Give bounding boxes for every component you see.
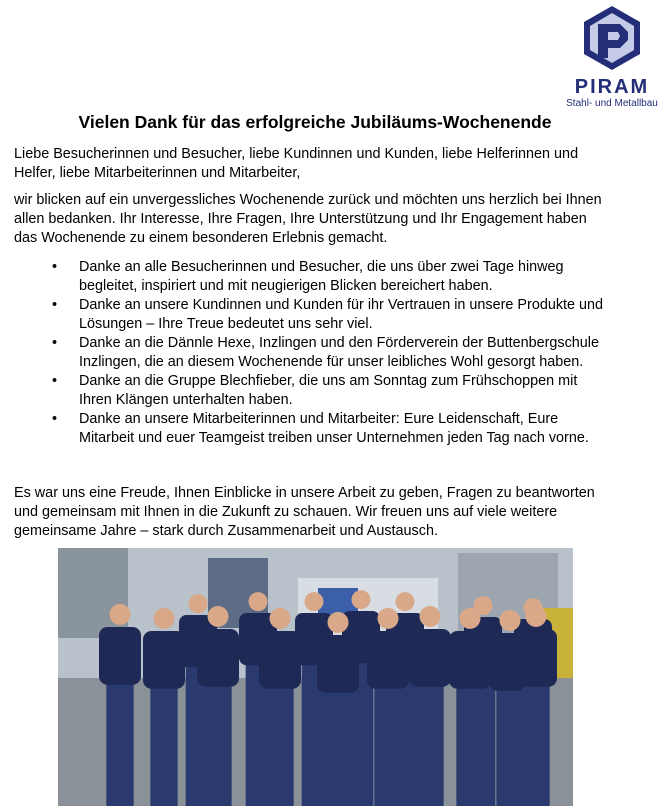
bullet-icon: •	[52, 335, 58, 351]
thanks-list	[14, 258, 626, 448]
piram-logo-mark-icon	[582, 4, 642, 72]
list-item	[14, 372, 626, 410]
list-item-line: Inzlingen, die an diesem Wochenende für unser leibliches Wohl gesorgt haben.	[79, 354, 584, 370]
closing-line: gemeinsame Jahre – stark durch Zusammenarbeit und Austausch.	[14, 523, 438, 539]
list-item-line: begleitet, inspiriert und mit neugierigen Blicken bereichert haben.	[79, 278, 493, 294]
closing-paragraph	[14, 484, 626, 541]
list-item-line: Mitarbeit und euer Teamgeist treiben unser Unternehmen jeden Tag nach vorne.	[79, 430, 589, 446]
bullet-icon: •	[52, 259, 58, 275]
list-item	[14, 410, 626, 448]
greeting-line: Helfer, liebe Mitarbeiterinnen und Mitarbeiter,	[14, 165, 301, 181]
logo-tagline: Stahl- und Metallbau	[566, 98, 658, 109]
page-title: Vielen Dank für das erfolgreiche Jubiläums-Wochenende	[78, 112, 552, 132]
list-item	[14, 334, 626, 372]
greeting-line: Liebe Besucherinnen und Besucher, liebe Kundinnen und Kunden, liebe Helferinnen und	[14, 146, 579, 162]
list-item-line: Danke an die Gruppe Blechfieber, die uns am Sonntag zum Frühschoppen mit	[79, 373, 578, 389]
list-item-line: Danke an alle Besucherinnen und Besucher, die uns über zwei Tage hinweg	[79, 259, 564, 275]
greeting-paragraph	[14, 145, 626, 183]
intro-line: allen bedanken. Ihr Interesse, Ihre Fragen, Ihre Unterstützung und Ihr Engagement haben	[14, 211, 587, 227]
team-photo	[58, 548, 573, 806]
logo-name: PIRAM	[574, 76, 650, 98]
list-item-line: Ihren Klängen unterhalten haben.	[79, 392, 293, 408]
bullet-icon: •	[52, 297, 58, 313]
bullet-icon: •	[52, 411, 58, 427]
list-item-line: Danke an unsere Mitarbeiterinnen und Mitarbeiter: Eure Leidenschaft, Eure	[79, 411, 559, 427]
list-item-line: Danke an die Dännle Hexe, Inzlingen und den Förderverein der Buttenbergschule	[79, 335, 599, 351]
list-item	[14, 258, 626, 296]
company-logo	[560, 4, 664, 109]
intro-line: wir blicken auf ein unvergessliches Wochenende zurück und möchten uns herzlich bei Ihnen	[14, 192, 602, 208]
list-item	[14, 296, 626, 334]
list-item-line: Lösungen – Ihre Treue bedeutet uns sehr viel.	[79, 316, 373, 332]
intro-paragraph	[14, 191, 626, 248]
intro-line: das Wochenende zu einem besonderen Erlebnis gemacht.	[14, 230, 388, 246]
team-photo-illustration	[58, 548, 573, 806]
bullet-icon: •	[52, 373, 58, 389]
list-item-line: Danke an unsere Kundinnen und Kunden für ihr Vertrauen in unsere Produkte und	[79, 297, 604, 313]
closing-line: Es war uns eine Freude, Ihnen Einblicke in unsere Arbeit zu geben, Fragen zu beantworten	[14, 485, 595, 501]
closing-line: und gemeinsam mit Ihnen in die Zukunft zu schauen. Wir freuen uns auf viele weitere	[14, 504, 558, 520]
